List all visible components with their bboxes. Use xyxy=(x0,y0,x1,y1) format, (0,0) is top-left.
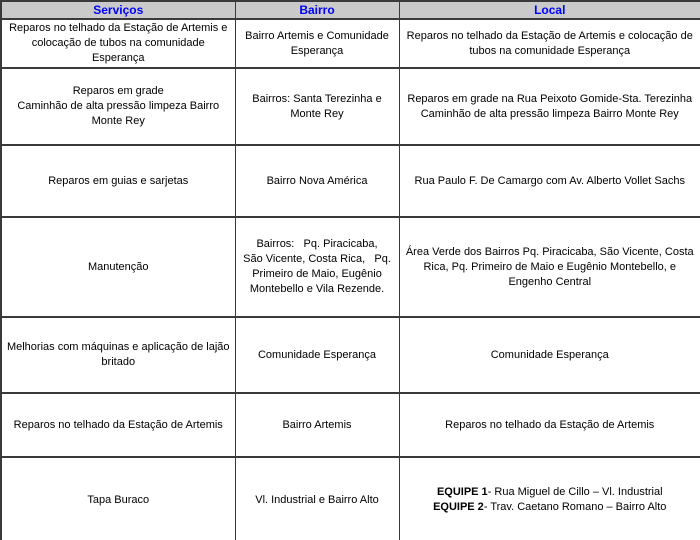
cell-servicos xyxy=(1,317,235,393)
table-row xyxy=(1,19,700,68)
cell-text-segment: Monte Rey xyxy=(290,107,344,120)
cell-text-segment: Reparos no telhado da Estação de Artemis xyxy=(445,418,655,431)
table-row xyxy=(1,217,700,317)
table-row xyxy=(1,317,700,393)
cell-local xyxy=(399,217,700,317)
cell-text-segment: Bairro Artemis e Comunidade xyxy=(245,29,389,42)
cell-text-segment: Reparos no telhado da Estação de Artemis xyxy=(13,418,223,431)
cell-bairro xyxy=(235,393,399,457)
cell-local xyxy=(399,393,700,457)
cell-text-segment: Reparos no telhado da Estação de Artemis e colocação de xyxy=(406,29,693,42)
cell-local xyxy=(399,145,700,217)
cell-text-segment: Bairros: Santa Terezinha e xyxy=(252,92,382,105)
cell-text-segment: Caminhão de alta pressão limpeza Bairro Monte Rey xyxy=(420,107,679,120)
cell-text-segment: Monte Rey xyxy=(91,115,145,127)
cell-servicos xyxy=(1,217,235,317)
cell-text-segment: Rua Paulo F. De Camargo com Av. Alberto Vollet Sachs xyxy=(414,174,685,187)
cell-bairro xyxy=(235,317,399,393)
table-row xyxy=(1,457,700,540)
cell-text-segment: tubos na comunidade Esperança xyxy=(469,44,631,57)
cell-text-segment: Vl. Industrial e Bairro Alto xyxy=(255,493,379,506)
cell-local xyxy=(399,457,700,540)
cell-local xyxy=(399,19,700,68)
cell-text-segment: Caminhão de alta pressão limpeza Bairro xyxy=(17,100,220,112)
cell-text-segment: Reparos em grade na Rua Peixoto Gomide-Sta. Terezinha xyxy=(407,92,693,105)
cell-text-segment: Bairro Artemis xyxy=(282,418,352,431)
cell-text-segment: EQUIPE 2 xyxy=(433,501,484,513)
cell-text-segment: Esperança xyxy=(290,44,344,57)
cell-text-segment: Área Verde dos Bairros Pq. Piracicaba, São Vicente, Costa xyxy=(405,245,694,258)
cell-bairro xyxy=(235,145,399,217)
cell-text-segment: Reparos em guias e sarjetas xyxy=(48,174,189,187)
cell-text-segment: EQUIPE 1 xyxy=(436,486,488,498)
table-row xyxy=(1,68,700,145)
table-body xyxy=(1,19,700,540)
cell-bairro xyxy=(235,457,399,540)
cell-servicos xyxy=(1,68,235,145)
table-row xyxy=(1,145,700,217)
cell-servicos xyxy=(1,393,235,457)
cell-text-segment: Montebello e Vila Rezende. xyxy=(249,283,385,295)
cell-text-segment: São Vicente, Costa Rica, Pq. xyxy=(243,253,391,265)
cell-bairro xyxy=(235,68,399,145)
table-row xyxy=(1,393,700,457)
cell-bairro xyxy=(235,217,399,317)
cell-servicos xyxy=(1,145,235,217)
cell-local xyxy=(399,317,700,393)
cell-bairro xyxy=(235,19,399,68)
cell-text-segment: Comunidade Esperança xyxy=(490,348,609,361)
cell-text-segment: Rica, Pq. Primeiro de Maio e Eugênio Montebello, e xyxy=(423,260,677,273)
column-header-bairro: Bairro xyxy=(235,1,399,19)
header-row xyxy=(1,1,700,19)
cell-servicos xyxy=(1,457,235,540)
cell-text-segment: Reparos no telhado da Estação de Artemis e xyxy=(9,22,228,34)
cell-text-segment: Bairro Nova América xyxy=(266,174,368,187)
cell-text-segment: Esperança xyxy=(91,52,145,64)
cell-text-segment: Primeiro de Maio, Eugênio xyxy=(252,268,382,280)
column-header-servicos: Serviços xyxy=(1,1,235,19)
cell-text-segment: Melhorias com máquinas e aplicação de lajão xyxy=(6,341,230,353)
cell-text-segment: - Rua Miguel de Cillo – Vl. Industrial xyxy=(487,486,663,498)
cell-local xyxy=(399,68,700,145)
cell-servicos xyxy=(1,19,235,68)
cell-text-segment: Bairros: Pq. Piracicaba, xyxy=(256,238,378,250)
cell-text-segment: Comunidade Esperança xyxy=(257,348,377,361)
cell-text-segment: Engenho Central xyxy=(508,275,592,288)
cell-text-segment: - Trav. Caetano Romano – Bairro Alto xyxy=(483,501,667,513)
cell-text-segment: Manutenção xyxy=(87,260,149,273)
cell-text-segment: Tapa Buraco xyxy=(87,493,150,506)
column-header-local: Local xyxy=(399,1,700,19)
cell-text-segment: britado xyxy=(101,356,136,368)
cell-text-segment: colocação de tubos na comunidade xyxy=(31,37,205,49)
cell-text-segment: Reparos em grade xyxy=(72,85,164,97)
